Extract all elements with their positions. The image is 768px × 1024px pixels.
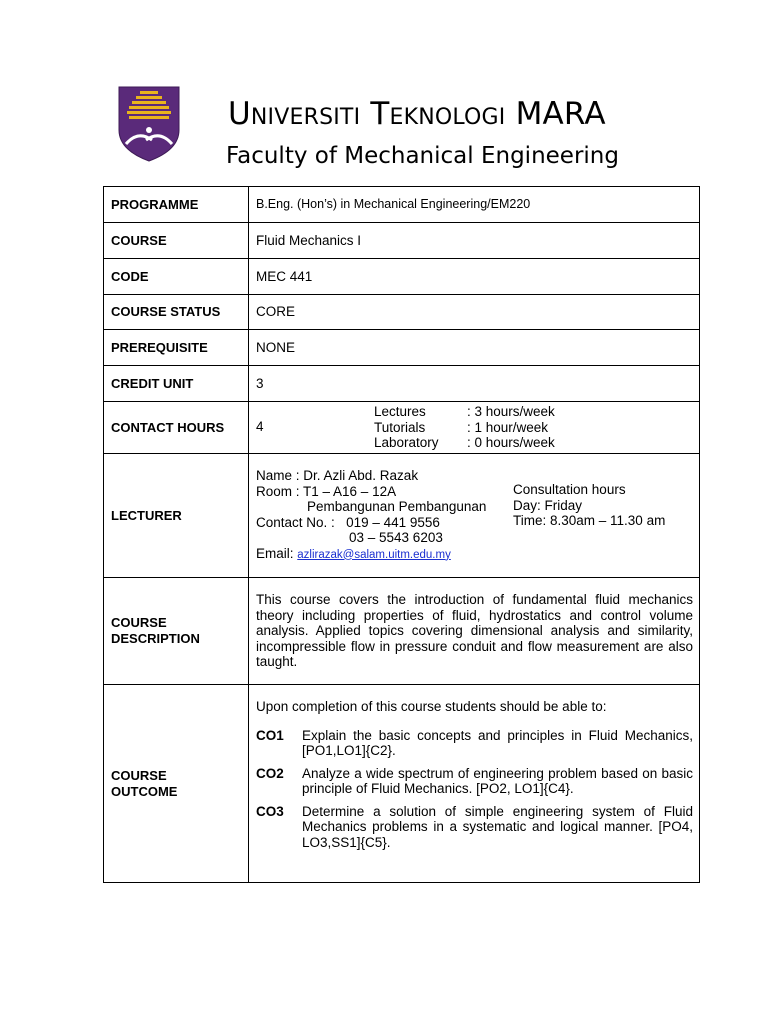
course-label: COURSE — [104, 223, 249, 259]
logo-stripe — [140, 91, 158, 94]
list-item — [256, 804, 693, 851]
consultation-hours — [513, 468, 665, 563]
lecturer-name: Name : Dr. Azli Abd. Razak — [256, 468, 419, 483]
logo-stripe — [132, 101, 166, 104]
table-row — [104, 187, 700, 223]
table-row — [104, 685, 700, 883]
consultation-day: Day: Friday — [513, 497, 583, 513]
list-item: Lectures : 3 hours/week — [374, 404, 555, 420]
list-item — [256, 728, 693, 759]
logo-stripe — [129, 116, 169, 119]
table-row — [104, 366, 700, 402]
lecturer-phone-2: 03 – 5543 6203 — [349, 530, 443, 545]
consultation-time: Time: 8.30am – 11.30 am — [513, 513, 666, 528]
prerequisite-value: NONE — [249, 330, 700, 366]
table-row — [104, 223, 700, 259]
lecturer-cell — [249, 454, 700, 578]
faculty-name: Faculty of Mechanical Engineering — [226, 143, 619, 169]
lecturer-room: Room : T1 – A16 – 12A — [256, 483, 397, 499]
table-row — [104, 402, 700, 454]
table-row — [104, 454, 700, 578]
credit-value: 3 — [249, 366, 700, 402]
code-label: CODE — [104, 259, 249, 295]
contact-hours-value: 4 — [256, 419, 264, 435]
contact-hours-label: CONTACT HOURS — [104, 402, 249, 454]
description-label: COURSE DESCRIPTION — [104, 578, 249, 685]
lecturer-building: Pembangunan Pembangunan — [307, 499, 487, 514]
list-item: Tutorials : 1 hour/week — [374, 419, 549, 435]
credit-label: CREDIT UNIT — [104, 366, 249, 402]
contact-hours-breakdown — [374, 404, 555, 451]
table-row — [104, 259, 700, 295]
outcome-intro: Upon completion of this course students should be able to: — [256, 699, 607, 714]
programme-label: PROGRAMME — [104, 187, 249, 223]
status-value: CORE — [249, 295, 700, 330]
lecturer-phone-1: Contact No. : 019 – 441 9556 — [256, 514, 440, 530]
co-text: Analyze a wide spectrum of engineering problem based on basic principle of Fluid Mechanics. [PO2, LO1]{C4}. — [302, 765, 693, 796]
logo-stripe — [136, 96, 162, 99]
table-row — [104, 578, 700, 685]
course-value: Fluid Mechanics I — [249, 223, 700, 259]
logo-stripe — [129, 106, 169, 109]
lecturer-email-line: Email: azlirazak@salam.uitm.edu.my — [256, 545, 451, 561]
outcome-cell — [249, 685, 700, 883]
description-text: This course covers the introduction of fundamental fluid mechanics theory including properties of fluid, hydrostatics and control volume analysis. Applied topics covering dimensional analysis and similarity, incompressible flow in pressure conduit and flow measurement are also taught. — [256, 592, 693, 670]
table-row — [104, 330, 700, 366]
university-name: UNIVERSITI TEKNOLOGI MARA — [228, 96, 606, 132]
list-item — [256, 766, 693, 797]
co-code: CO2 — [256, 765, 284, 781]
co-code: CO3 — [256, 803, 284, 819]
course-info-table — [103, 186, 700, 883]
logo-stripe — [127, 111, 171, 114]
table-row — [104, 295, 700, 330]
description-cell — [249, 578, 700, 685]
status-label: COURSE STATUS — [104, 295, 249, 330]
outcome-label: COURSE OUTCOME — [104, 685, 249, 883]
email-link[interactable]: azlirazak@salam.uitm.edu.my — [297, 548, 451, 561]
code-value: MEC 441 — [249, 259, 700, 295]
prerequisite-label: PREREQUISITE — [104, 330, 249, 366]
co-text: Determine a solution of simple engineering system of Fluid Mechanics problems in a systematic and logical manner. [PO4, LO3,SS1]{C5}. — [302, 803, 693, 850]
lecturer-details — [256, 468, 513, 563]
logo-hilt — [146, 127, 152, 133]
list-item: Laboratory : 0 hours/week — [374, 435, 555, 451]
co-code: CO1 — [256, 727, 284, 743]
uitm-logo — [118, 86, 180, 162]
programme-value: B.Eng. (Hon’s) in Mechanical Engineering/EM220 — [249, 187, 700, 223]
consultation-title: Consultation hours — [513, 482, 626, 497]
co-text: Explain the basic concepts and principles in Fluid Mechanics, [PO1,LO1]{C2}. — [302, 727, 693, 758]
lecturer-label: LECTURER — [104, 454, 249, 578]
contact-hours-cell — [249, 402, 700, 454]
